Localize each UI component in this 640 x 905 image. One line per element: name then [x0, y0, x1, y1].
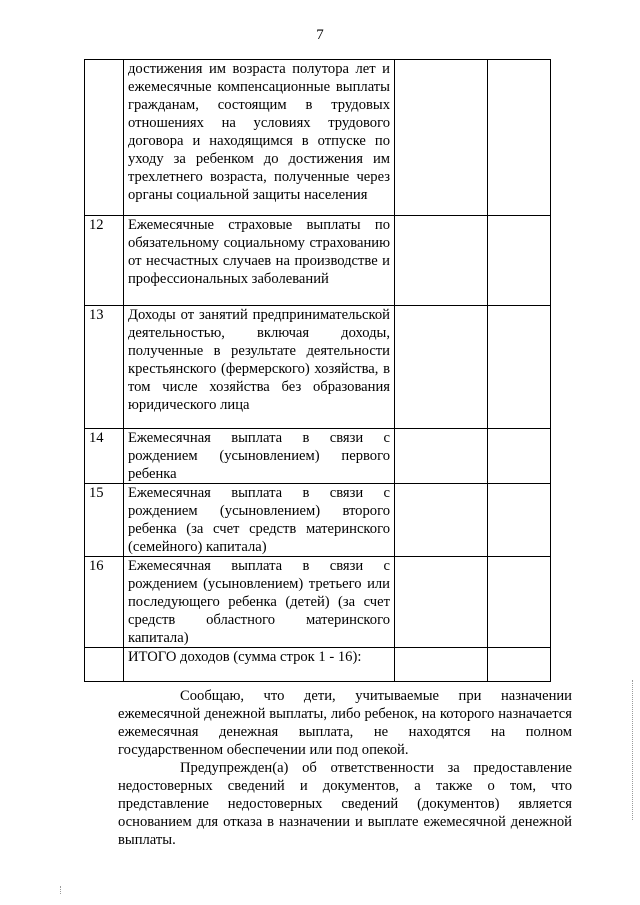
row-description-text: достижения им возраста полутора лет и ежемесячные компенсационные выплаты гражданам, состоящим в трудовых отношениях на условиях трудового договора и находящимся в отпуске по уходу за ребенком до достижения им трехлетнего возраста, полученные через органы социальной защиты населения — [128, 61, 390, 203]
table-row — [85, 429, 551, 484]
row-description-text: Доходы от занятий предпринимательской деятельностью, включая доходы, полученные в результате деятельности крестьянского (фермерского) хозяйства, в том числе хозяйства без образования юридического лица — [128, 307, 390, 413]
row-value-cell[interactable] — [488, 60, 551, 216]
row-description — [124, 557, 395, 648]
row-description-text: Ежемесячная выплата в связи с рождением (усыновлением) второго ребенка (за счет средств материнского (семейного) капитала) — [128, 485, 390, 555]
row-description-text: Ежемесячная выплата в связи с рождением (усыновлением) третьего или последующего ребенка (детей) (за счет средств областного материнского капитала) — [128, 558, 390, 646]
row-number: 12 — [85, 216, 124, 306]
table-row — [85, 484, 551, 557]
row-value-cell[interactable] — [395, 306, 488, 429]
table-row — [85, 557, 551, 648]
total-value-cell[interactable] — [395, 648, 488, 682]
row-value-cell[interactable] — [488, 216, 551, 306]
row-value-cell[interactable] — [395, 60, 488, 216]
row-value-cell[interactable] — [488, 484, 551, 557]
declaration-paragraph-2: Предупрежден(а) об ответственности за предоставление недостоверных сведений и документов, а также о том, что представление недостоверных сведений (документов) является основанием для отказа в назначении и выплате ежемесячной денежной выплаты. — [118, 760, 572, 848]
declaration-paragraph-1: Сообщаю, что дети, учитываемые при назначении ежемесячной денежной выплаты, либо ребенок, на которого назначается ежемесячная денежная выплата, не находятся на полном государственном обеспечении или под опекой. — [118, 688, 572, 758]
row-description — [124, 429, 395, 484]
row-value-cell[interactable] — [395, 484, 488, 557]
row-value-cell[interactable] — [488, 429, 551, 484]
row-value-cell[interactable] — [488, 557, 551, 648]
total-label: ИТОГО доходов (сумма строк 1 - 16): — [124, 648, 395, 682]
page-number: 7 — [316, 27, 324, 43]
row-number — [85, 60, 124, 216]
row-value-cell[interactable] — [395, 429, 488, 484]
row-number: 13 — [85, 306, 124, 429]
row-number — [85, 648, 124, 682]
row-description — [124, 60, 395, 216]
row-description-text: Ежемесячные страховые выплаты по обязательному социальному страхованию от несчастных случаев на производстве и профессиональных заболеваний — [128, 217, 390, 287]
scan-artifact — [632, 680, 634, 820]
row-description-text: Ежемесячная выплата в связи с рождением (усыновлением) первого ребенка — [128, 430, 390, 482]
table-row-total — [85, 648, 551, 682]
row-description — [124, 216, 395, 306]
table-row — [85, 216, 551, 306]
row-value-cell[interactable] — [395, 557, 488, 648]
declaration — [118, 687, 572, 849]
row-description — [124, 484, 395, 557]
income-table — [84, 59, 551, 682]
scan-artifact — [60, 886, 62, 894]
total-value-cell[interactable] — [488, 648, 551, 682]
row-value-cell[interactable] — [488, 306, 551, 429]
row-description — [124, 306, 395, 429]
row-number: 16 — [85, 557, 124, 648]
row-number: 15 — [85, 484, 124, 557]
row-value-cell[interactable] — [395, 216, 488, 306]
row-number: 14 — [85, 429, 124, 484]
table-row — [85, 60, 551, 216]
table-row — [85, 306, 551, 429]
